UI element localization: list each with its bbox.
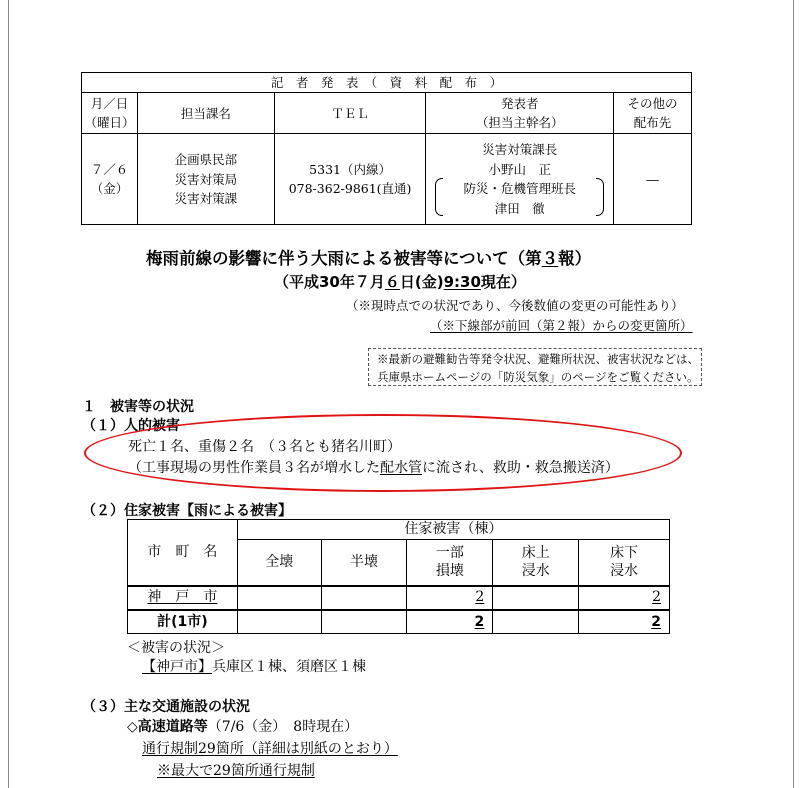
press-title: 記 者 発 表 （ 資 料 配 布 ） (82, 73, 692, 93)
header-tel: ＴＥＬ (274, 93, 426, 134)
header-section: 担当課名 (137, 93, 274, 134)
cell-announcer: 災害対策課長 小野山 正 防災・危機管理班長 津田 徹 (426, 134, 614, 225)
value-cell: 2 (579, 586, 670, 610)
damage-status-line: 【神戸市】兵庫区１棟、須磨区１棟 (142, 659, 366, 675)
notice-box (368, 348, 702, 386)
press-release-table (81, 72, 692, 225)
city-header: 市 町 名 (128, 520, 238, 586)
human-damage-line2: （工事現場の男性作業員３名が増水した配水管に流され、救助・救急搬送済） (128, 460, 619, 476)
section-heading: １ 被害等の状況 (82, 399, 194, 415)
cell-date: ７／６ （金） (82, 134, 138, 225)
cell-other: ― (614, 134, 692, 225)
doc-subtitle: （平成30年７月６日(金)9:30現在） (274, 273, 526, 291)
left-bracket (435, 178, 443, 216)
column-header: 全壊 (237, 540, 321, 586)
header-other: その他の 配布先 (614, 93, 692, 134)
value-cell (237, 586, 321, 610)
column-header: 一部 損壊 (407, 540, 493, 586)
header-announcer: 発表者 （担当主幹名） (426, 93, 614, 134)
housing-damage-heading: （２）住家被害【雨による被害】 (82, 503, 292, 519)
human-damage-line1: 死亡１名、重傷２名 （３名とも猪名川町） (128, 439, 401, 455)
notice-line: ※最新の避難勧告等発令状況、避難所状況、被害状況などは、 (377, 352, 699, 366)
cell-section: 企画県民部 災害対策局 災害対策課 (137, 134, 274, 225)
city-name: 神 戸 市 (128, 586, 238, 610)
damage-status-heading: ＜被害の状況＞ (127, 640, 225, 656)
value-cell (493, 610, 579, 634)
column-header: 半壊 (321, 540, 407, 586)
value-cell: 2 (407, 610, 493, 634)
header-date: 月／日 （曜日） (82, 93, 138, 134)
table-row (128, 586, 670, 610)
table-row (128, 610, 670, 634)
notice-line: 兵庫県ホームページの「防災気象」のページをご覧ください。 (377, 370, 699, 384)
note-underline-legend: （※下線部が前回（第２報）からの変更箇所） (430, 318, 693, 333)
regulation-note: ※最大で29箇所通行規制 (157, 763, 315, 779)
column-header: 床上 浸水 (493, 540, 579, 586)
housing-damage-table (127, 519, 670, 634)
regulation-line: 通行規制29箇所（詳細は別紙のとおり） (142, 741, 398, 757)
value-cell (321, 586, 407, 610)
transport-heading: （３）主な交通施設の状況 (82, 699, 250, 715)
value-cell: 2 (407, 586, 493, 610)
right-bracket (596, 178, 604, 216)
highway-line: ◇高速道路等（7/6（金） 8時現在） (127, 719, 359, 735)
column-header: 床下 浸水 (579, 540, 670, 586)
value-cell: 2 (579, 610, 670, 634)
group-header: 住家被害（棟） (237, 520, 669, 540)
cell-tel: 5331（内線） 078-362-9861(直通) (274, 134, 426, 225)
annotation-ellipse (84, 414, 682, 492)
note-provisional: （※現時点での状況であり、今後数値の変更の可能性あり） (346, 298, 684, 313)
total-label: 計(1市) (128, 610, 238, 634)
human-damage-heading: （１）人的被害 (82, 418, 180, 434)
value-cell (321, 610, 407, 634)
doc-title: 梅雨前線の影響に伴う大雨による被害等について（第３報） (146, 249, 592, 268)
value-cell (237, 610, 321, 634)
value-cell (493, 586, 579, 610)
